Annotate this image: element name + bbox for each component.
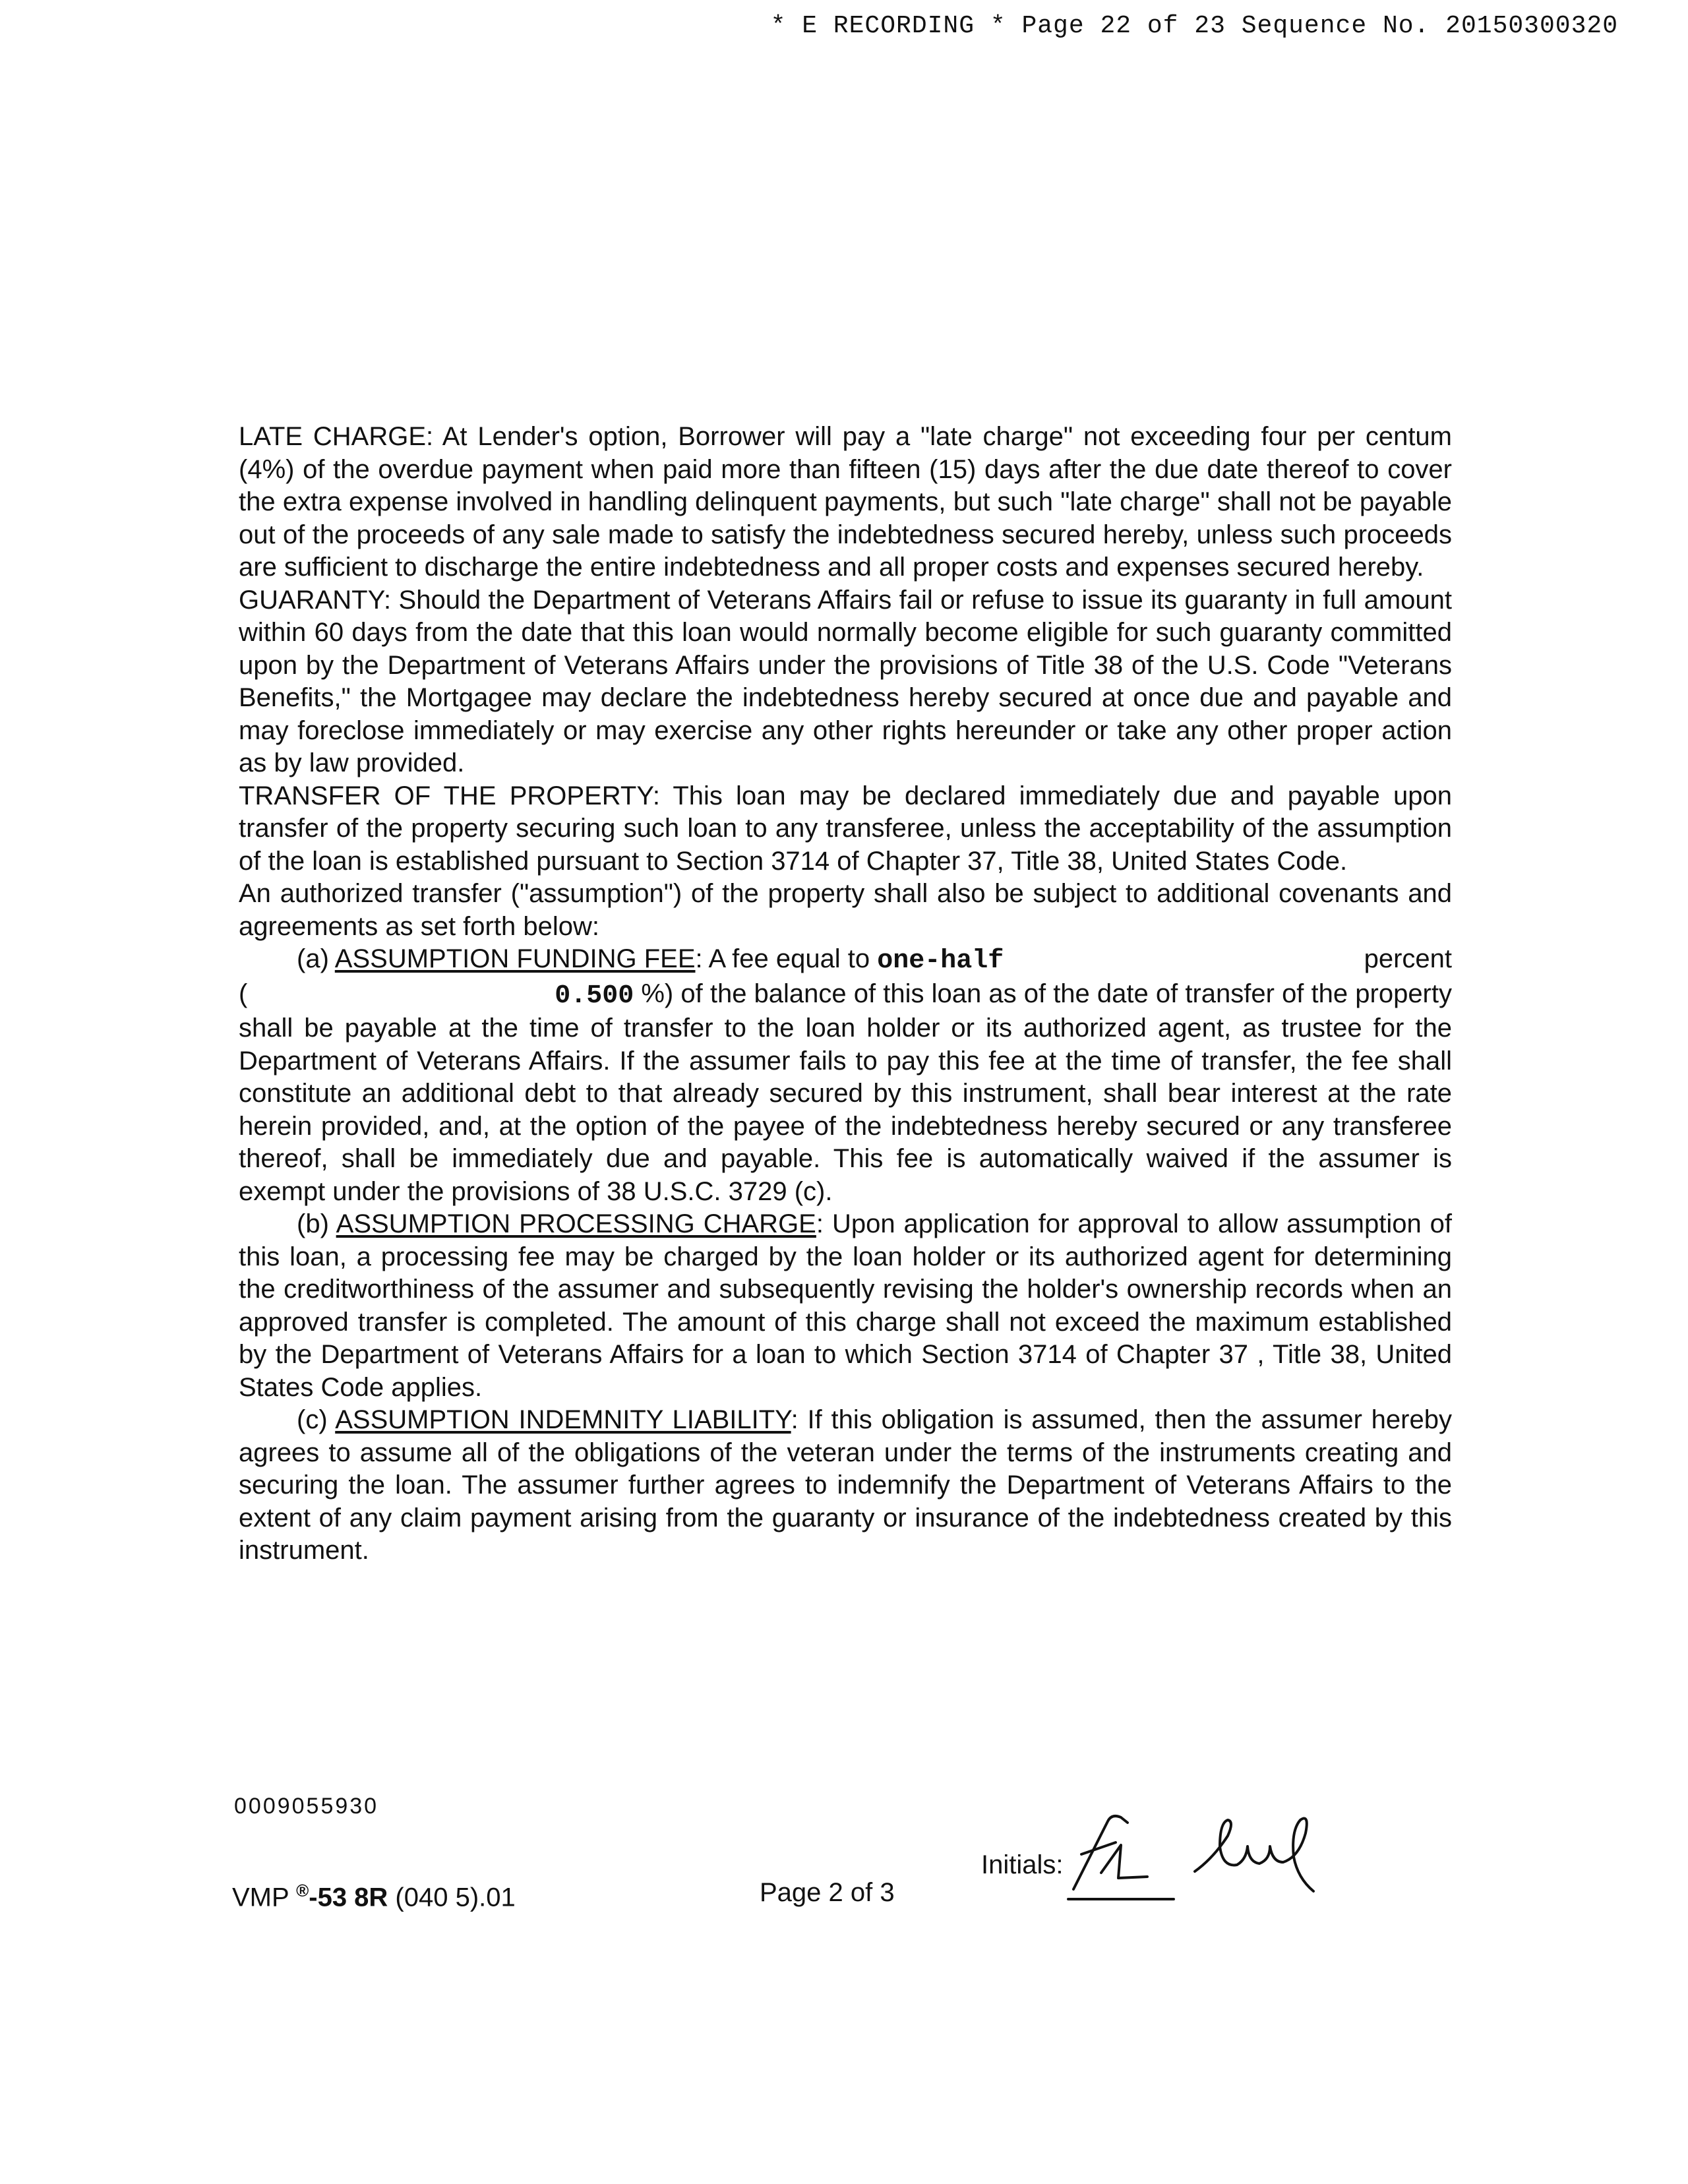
initials-signature bbox=[1055, 1794, 1372, 1906]
processing-charge-paragraph: (b) ASSUMPTION PROCESSING CHARGE: Upon application for approval to allow assumption of this loan, a processing fee may be charged by the loan holder or its authorized agent for determining the creditworthiness of the assumer and subsequently revising the holder's ownership records when an approved transfer is completed. The amount of this charge shall not exceed the maximum established by the Department of Veterans Affairs for a loan to which Section 3714 of Chapter 37 , Title 38, United States Code applies. bbox=[239, 1209, 1453, 1402]
loan-number: 0009055930 bbox=[234, 1794, 379, 1819]
form-identifier: VMP ®-53 8R (040 5).01 bbox=[232, 1881, 516, 1912]
transfer-paragraph: TRANSFER OF THE PROPERTY: This loan may be declared immediately due and payable upon transfer of the property securing such loan to any transferee, unless the acceptability of the assumption of the loan is established pursuant to Section 3714 of Chapter 37, Title 38, United States Code. bbox=[239, 781, 1452, 876]
funding-fee-amount-number: 0.500 bbox=[555, 981, 634, 1011]
funding-fee-first-line bbox=[239, 943, 1452, 978]
processing-charge-heading: ASSUMPTION PROCESSING CHARGE bbox=[336, 1209, 816, 1238]
funding-fee-percent-word: percent bbox=[1364, 944, 1452, 973]
funding-fee-heading: ASSUMPTION FUNDING FEE bbox=[334, 944, 696, 973]
funding-fee-lead: (a) ASSUMPTION FUNDING FEE: A fee equal to one-half bbox=[297, 944, 1004, 976]
guaranty-paragraph: GUARANTY: Should the Department of Veterans Affairs fail or refuse to issue its guaranty in full amount within 60 days from the date that this loan would normally become eligible for such guaranty committed upon by the Department of Veterans Affairs under the provisions of Title 38 of the U.S. Code "Veterans Benefits," the Mortgagee may declare the indebtedness hereby secured at once due and payable and may foreclose immediately or may exercise any other rights hereunder or take any other proper action as by law provided. bbox=[239, 585, 1452, 777]
authorized-transfer-paragraph: An authorized transfer ("assumption") of the property shall also be subject to additional covenants and agreements as set forth below: bbox=[239, 879, 1452, 941]
indemnity-paragraph: (c) ASSUMPTION INDEMNITY LIABILITY: If this obligation is assumed, then the assumer hereby agrees to assume all of the obligations of the veteran under the terms of the instruments creating and securing the loan. The assumer further agrees to indemnify the Department of Veterans Affairs to the extent of any claim payment arising from the guaranty or insurance of the indebtedness created by this instrument. bbox=[239, 1405, 1452, 1565]
initials-label: Initials: bbox=[981, 1850, 1064, 1879]
funding-fee-amount-words: one-half bbox=[877, 946, 1004, 976]
funding-fee-rate-line: ( 0.500 %) of the balance of this loan as of the date of transfer of the property bbox=[239, 979, 1452, 1011]
recording-header: * E RECORDING * Page 22 of 23 Sequence No. 20150300320 bbox=[770, 12, 1618, 40]
page-number: Page 2 of 3 bbox=[760, 1878, 895, 1907]
late-charge-paragraph: LATE CHARGE: At Lender's option, Borrower will pay a "late charge" not exceeding four per centum (4%) of the overdue payment when paid more than fifteen (15) days after the due date thereof to cover the extra expense involved in handling delinquent payments, but such "late charge" shall not be payable out of the proceeds of any sale made to satisfy the indebtedness secured hereby, unless such proceeds are sufficient to discharge the entire indebtedness and all proper costs and expenses secured hereby. bbox=[239, 422, 1452, 582]
funding-fee-text: shall be payable at the time of transfer to the loan holder or its authorized agent, as trustee for the Department of Veterans Affairs. If the assumer fails to pay this fee at the time of transfer, the fee shall constitute an additional debt to that already secured by this instrument, shall bear interest at the rate herein provided, and, at the option of the payee of the indebtedness hereby secured or any transferee thereof, shall be immediately due and payable. This fee is automatically waived if the assumer is exempt under the provisions of 38 U.S.C. 3729 (c). bbox=[239, 1014, 1452, 1206]
rider-body bbox=[239, 421, 1452, 1567]
indemnity-heading: ASSUMPTION INDEMNITY LIABILITY bbox=[335, 1405, 791, 1434]
